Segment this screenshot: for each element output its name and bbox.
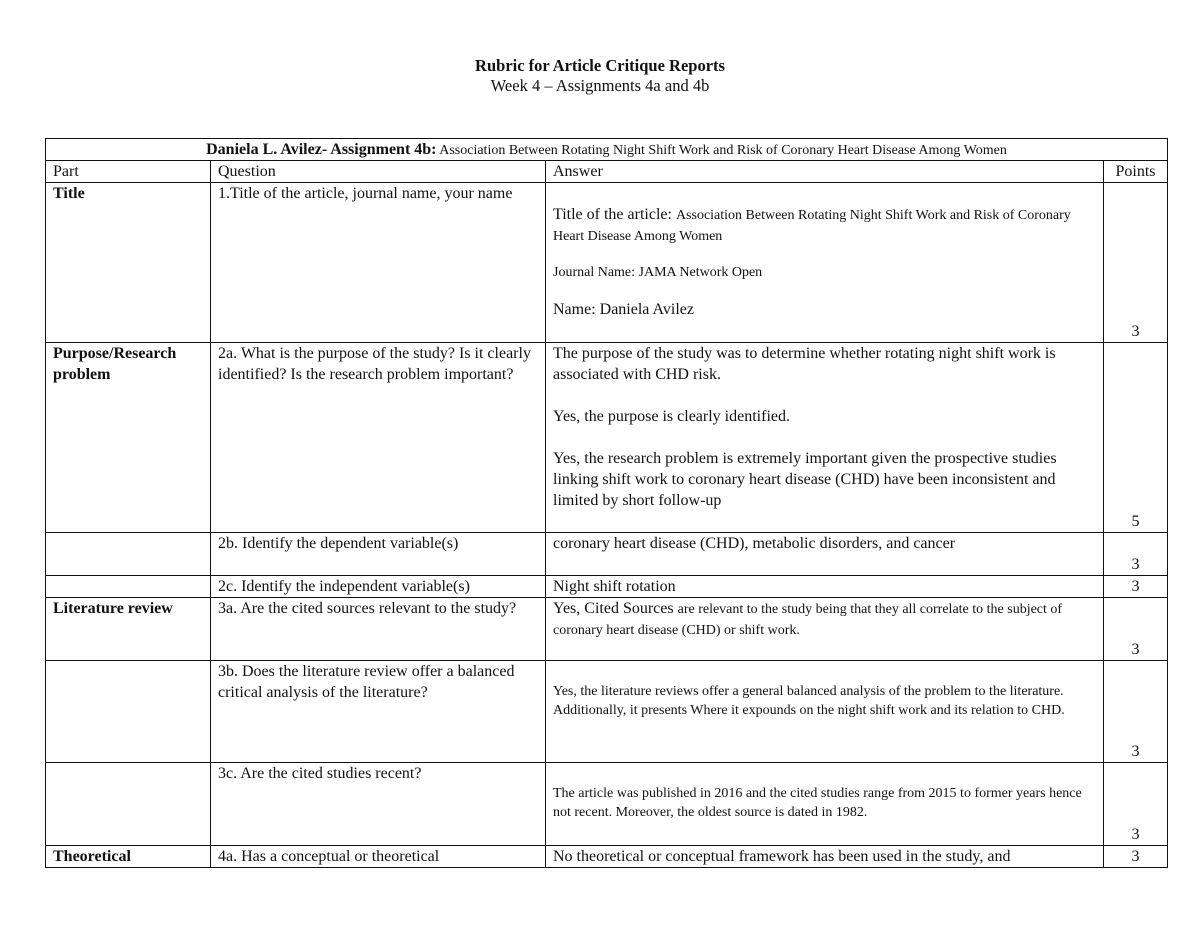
col-header-points: Points <box>1104 161 1168 183</box>
question-cell: 3b. Does the literature review offer a balanced critical analysis of the literature? <box>211 661 546 763</box>
table-caption <box>46 139 1168 161</box>
answer-cell: Yes, the literature reviews offer a general balanced analysis of the problem to the literature. Additionally, it presents Where it expounds on the night shift work and its relation to CHD. <box>546 661 1104 763</box>
document-subtitle: Week 4 – Assignments 4a and 4b <box>490 76 710 95</box>
answer-name: Name: Daniela Avilez <box>553 301 694 318</box>
col-header-part: Part <box>46 161 211 183</box>
table-caption-row <box>46 139 1168 161</box>
table-row <box>46 661 1168 763</box>
part-cell <box>46 763 211 846</box>
answer-cell: The article was published in 2016 and the cited studies range from 2015 to former years hence not recent. Moreover, the oldest source is dated in 1982. <box>546 763 1104 846</box>
rubric-table <box>45 138 1168 868</box>
table-row <box>46 183 1168 343</box>
answer-cell: Night shift rotation <box>546 576 1104 598</box>
question-cell: 2a. What is the purpose of the study? Is it clearly identified? Is the research problem important? <box>211 343 546 533</box>
answer-cell: No theoretical or conceptual framework has been used in the study, and <box>546 846 1104 868</box>
question-cell: 2b. Identify the dependent variable(s) <box>211 533 546 576</box>
answer-purpose: The purpose of the study was to determine whether rotating night shift work is associated with CHD risk. <box>553 345 1056 383</box>
points-cell: 5 <box>1104 343 1168 533</box>
col-header-answer: Answer <box>546 161 1104 183</box>
answer-identified: Yes, the purpose is clearly identified. <box>553 408 790 425</box>
points-cell: 3 <box>1104 661 1168 763</box>
points-cell: 3 <box>1104 576 1168 598</box>
answer-cell: Yes, Cited Sources are relevant to the study being that they all correlate to the subject of coronary heart disease (CHD) or shift work. <box>546 598 1104 661</box>
question-cell: 3c. Are the cited studies recent? <box>211 763 546 846</box>
part-cell: Purpose/Research problem <box>46 343 211 533</box>
part-cell: Literature review <box>46 598 211 661</box>
points-cell: 3 <box>1104 183 1168 343</box>
points-cell: 3 <box>1104 846 1168 868</box>
caption-article: Association Between Rotating Night Shift Work and Risk of Coronary Heart Disease Among Women <box>436 143 1007 158</box>
answer-cell <box>546 343 1104 533</box>
part-cell <box>46 533 211 576</box>
table-row <box>46 846 1168 868</box>
part-cell: Title <box>46 183 211 343</box>
question-cell: 2c. Identify the independent variable(s) <box>211 576 546 598</box>
answer-journal: Journal Name: JAMA Network Open <box>553 265 763 280</box>
points-cell: 3 <box>1104 598 1168 661</box>
document-header <box>0 56 1200 96</box>
question-cell: 1.Title of the article, journal name, your name <box>211 183 546 343</box>
question-cell: 3a. Are the cited sources relevant to the study? <box>211 598 546 661</box>
answer-cell: coronary heart disease (CHD), metabolic disorders, and cancer <box>546 533 1104 576</box>
part-cell <box>46 661 211 763</box>
column-header-row <box>46 161 1168 183</box>
answer-title-line: Title of the article: Association Between Rotating Night Shift Work and Risk of Coronary Heart Disease Among Women <box>553 206 1071 244</box>
table-row <box>46 576 1168 598</box>
table-row <box>46 763 1168 846</box>
points-cell: 3 <box>1104 763 1168 846</box>
table-row <box>46 343 1168 533</box>
table-row <box>46 533 1168 576</box>
question-cell: 4a. Has a conceptual or theoretical <box>211 846 546 868</box>
points-cell: 3 <box>1104 533 1168 576</box>
answer-cell <box>546 183 1104 343</box>
part-cell: Theoretical <box>46 846 211 868</box>
col-header-question: Question <box>211 161 546 183</box>
document-title: Rubric for Article Critique Reports <box>475 56 725 75</box>
part-cell <box>46 576 211 598</box>
answer-importance: Yes, the research problem is extremely important given the prospective studies linking shift work to coronary heart disease (CHD) have been inconsistent and limited by short follow-up <box>553 450 1057 509</box>
caption-author: Daniela L. Avilez- Assignment 4b: <box>206 141 437 158</box>
table-row <box>46 598 1168 661</box>
